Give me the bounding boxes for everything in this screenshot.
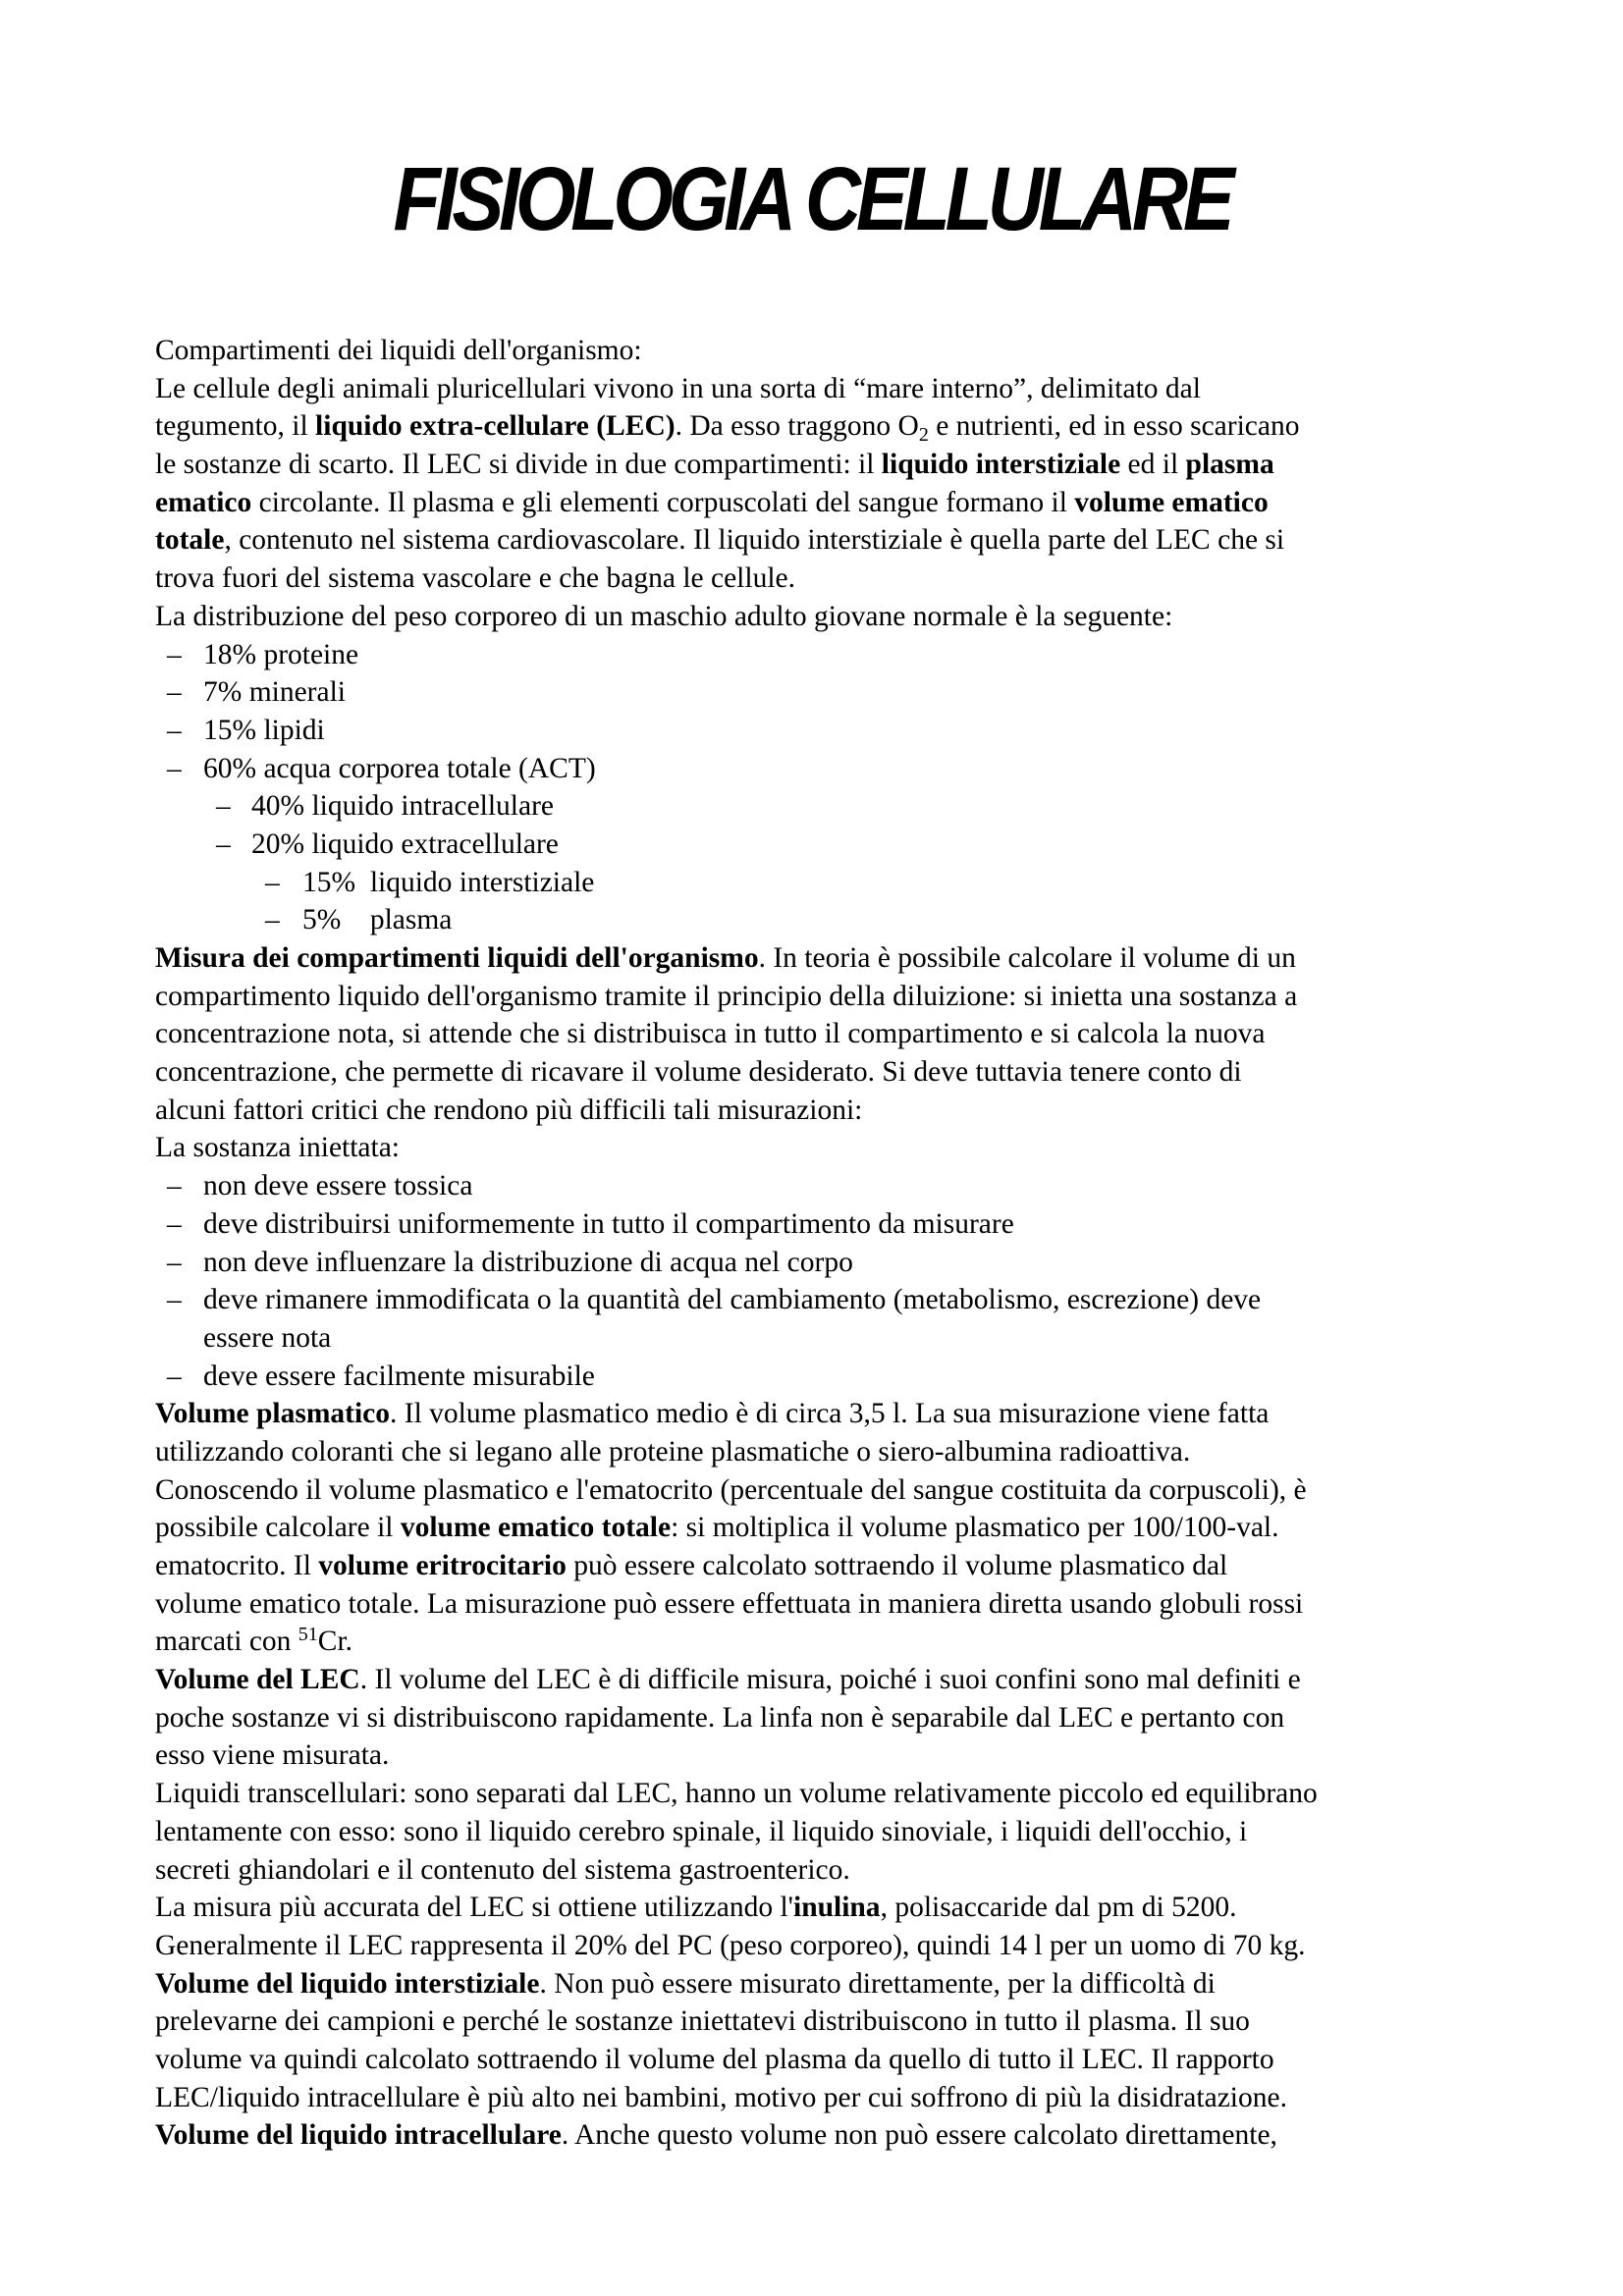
paragraph-line: La distribuzione del peso corporeo di un maschio adulto giovane normale è la seguente: xyxy=(155,600,1173,632)
section-heading-misura: Misura dei compartimenti liquidi dell'organismo xyxy=(155,942,759,974)
list-item-text: 20% liquido extracellulare xyxy=(251,828,559,860)
list-item-text: 15% lipidi xyxy=(203,714,325,746)
paragraph-line: La sostanza iniettata: xyxy=(155,1132,401,1164)
text-span: tegumento, il xyxy=(155,410,316,443)
paragraph-line xyxy=(155,1509,1481,1547)
paragraph-line xyxy=(155,1623,1481,1661)
list-item xyxy=(155,864,1481,902)
section-heading-lec: Volume del LEC xyxy=(155,1664,360,1696)
text-span: . Da esso traggono O xyxy=(675,410,919,443)
text-span: La misura più accurata del LEC si ottiene utilizzando l' xyxy=(155,1892,793,1924)
dash-bullet: – xyxy=(167,752,182,784)
list-item-text: deve rimanere immodificata o la quantità del cambiamento (metabolismo, escrezione) deve xyxy=(203,1284,1262,1316)
dash-bullet: – xyxy=(167,1360,182,1392)
dash-bullet: – xyxy=(216,790,231,823)
list-item-text: 7% minerali xyxy=(203,676,346,709)
list-item-continuation: essere nota xyxy=(203,1321,332,1354)
paragraph-line xyxy=(155,1965,1481,2003)
dash-bullet: – xyxy=(167,1207,182,1240)
dash-bullet: – xyxy=(216,828,231,860)
list-item xyxy=(155,901,1481,939)
text-span: le sostanze di scarto. Il LEC si divide in due compartimenti: il xyxy=(155,449,882,481)
list-item xyxy=(155,712,1481,750)
paragraph-line: lentamente con esso: sono il liquido cerebro spinale, il liquido sinoviale, i liquidi dell'occhio, i xyxy=(155,1815,1248,1847)
bold-term: inulina xyxy=(793,1892,881,1924)
bold-term: volume ematico totale xyxy=(400,1512,672,1544)
subscript: 2 xyxy=(918,424,929,447)
text-span: : si moltiplica il volume plasmatico per 100/100-val. xyxy=(671,1512,1279,1544)
paragraph-line: volume va quindi calcolato sottraendo il volume del plasma da quello di tutto il LEC. Il rapporto xyxy=(155,2043,1274,2075)
paragraph-line xyxy=(155,521,1481,560)
paragraph-line: concentrazione nota, si attende che si distribuisca in tutto il compartimento e si calcola la nuova xyxy=(155,1018,1266,1050)
list-item xyxy=(155,1205,1481,1244)
text-span: ed il xyxy=(1120,449,1186,481)
list-item xyxy=(155,1281,1481,1319)
list-item xyxy=(155,826,1481,864)
paragraph-line: esso viene misurata. xyxy=(155,1739,390,1772)
paragraph-line: utilizzando coloranti che si legano alle proteine plasmatiche o siero-albumina radioattiva. xyxy=(155,1435,1191,1468)
dash-bullet: – xyxy=(167,676,182,709)
bold-term: ematico xyxy=(155,486,252,518)
list-item-text: non deve essere tossica xyxy=(203,1170,473,1202)
paragraph-line xyxy=(155,1395,1481,1433)
text-span: marcati con xyxy=(155,1626,298,1658)
dash-bullet: – xyxy=(167,714,182,746)
text-span: , polisaccaride dal pm di 5200. xyxy=(880,1892,1237,1924)
paragraph-line: volume ematico totale. La misurazione può essere effettuata in maniera diretta usando globuli rossi xyxy=(155,1587,1304,1620)
text-span: possibile calcolare il xyxy=(155,1512,401,1544)
bold-term: totale xyxy=(155,524,225,557)
paragraph-line xyxy=(155,2116,1481,2155)
section-heading-compartimenti: Compartimenti dei liquidi dell'organismo: xyxy=(155,335,642,366)
paragraph-line: Generalmente il LEC rappresenta il 20% del PC (peso corporeo), quindi 14 l per un uomo di 70 kg. xyxy=(155,1929,1306,1961)
list-item xyxy=(155,673,1481,712)
text-span: e nutrienti, ed in esso scaricano xyxy=(928,410,1300,443)
bold-term: liquido extra-cellulare (LEC) xyxy=(315,410,676,443)
text-span: . In teoria è possibile calcolare il volume di un xyxy=(758,942,1296,974)
list-item xyxy=(155,1167,1481,1205)
text-span: . Il volume plasmatico medio è di circa 3,5 l. La sua misurazione viene fatta xyxy=(390,1398,1270,1430)
paragraph-line: secreti ghiandolari e il contenuto del sistema gastroenterico. xyxy=(155,1853,850,1886)
text-span: , contenuto nel sistema cardiovascolare. Il liquido interstiziale è quella parte del LEC che si xyxy=(224,524,1285,557)
page-title: FISIOLOGIA CELLULARE xyxy=(393,149,1230,249)
text-span: . Non può essere misurato direttamente, per la difficoltà di xyxy=(539,1967,1216,2000)
bold-term: volume ematico xyxy=(1074,486,1269,518)
paragraph-line: Liquidi transcellulari: sono separati dal LEC, hanno un volume relativamente piccolo ed equilibrano xyxy=(155,1778,1318,1810)
bold-term: volume eritrocitario xyxy=(318,1550,567,1581)
section-heading-intracellulare: Volume del liquido intracellulare xyxy=(155,2119,562,2152)
paragraph-line xyxy=(155,446,1481,484)
dash-bullet: – xyxy=(167,638,182,670)
paragraph-line xyxy=(155,939,1481,978)
list-item-text: non deve influenzare la distribuzione di acqua nel corpo xyxy=(203,1246,853,1278)
document-body xyxy=(155,332,1481,2155)
list-item-text: 15% liquido interstiziale xyxy=(302,866,595,898)
text-span: ematocrito. Il xyxy=(155,1550,319,1581)
list-item-text: 5% plasma xyxy=(302,904,453,936)
paragraph-line xyxy=(155,1661,1481,1699)
list-item xyxy=(155,1358,1481,1396)
text-span: . Il volume del LEC è di difficile misura, poiché i suoi confini sono mal definiti e xyxy=(359,1664,1301,1696)
text-span: . Anche questo volume non può essere calcolato direttamente, xyxy=(561,2119,1277,2152)
list-item-text: deve essere facilmente misurabile xyxy=(203,1360,595,1392)
list-item xyxy=(155,636,1481,674)
dash-bullet: – xyxy=(167,1246,182,1278)
text-span: può essere calcolato sottraendo il volume plasmatico dal xyxy=(566,1550,1228,1581)
bold-term: plasma xyxy=(1185,449,1274,481)
paragraph-line xyxy=(155,484,1481,522)
text-span: circolante. Il plasma e gli elementi corpuscolati del sangue formano il xyxy=(251,486,1075,518)
paragraph-line: compartimento liquido dell'organismo tramite il principio della diluizione: si inietta una sostanza a xyxy=(155,980,1298,1012)
list-item xyxy=(155,1244,1481,1282)
bold-term: liquido interstiziale xyxy=(881,449,1121,481)
dash-bullet: – xyxy=(265,866,280,898)
paragraph-line: Conoscendo il volume plasmatico e l'ematocrito (percentuale del sangue costituita da corpuscoli), è xyxy=(155,1473,1307,1506)
list-item-text: 40% liquido intracellulare xyxy=(251,790,555,823)
paragraph-line xyxy=(155,407,1481,446)
paragraph-line: prelevarne dei campioni e perché le sostanze iniettatevi distribuiscono in tutto il plasma. Il suo xyxy=(155,2005,1250,2038)
dash-bullet: – xyxy=(265,904,280,936)
superscript: 51 xyxy=(298,1624,318,1646)
paragraph-line: LEC/liquido intracellulare è più alto nei bambini, motivo per cui soffrono di più la disidratazione. xyxy=(155,2081,1287,2113)
paragraph-line: trova fuori del sistema vascolare e che bagna le cellule. xyxy=(155,562,795,595)
list-item-text: 60% acqua corporea totale (ACT) xyxy=(203,752,596,784)
list-item xyxy=(155,750,1481,788)
text-span: Cr. xyxy=(317,1626,353,1658)
list-item xyxy=(155,787,1481,826)
paragraph-line: alcuni fattori critici che rendono più difficili tali misurazioni: xyxy=(155,1094,863,1126)
dash-bullet: – xyxy=(167,1284,182,1316)
section-heading-plasmatico: Volume plasmatico xyxy=(155,1398,391,1430)
paragraph-line: Le cellule degli animali pluricellulari vivono in una sorta di “mare interno”, delimitato dal xyxy=(155,372,1201,404)
list-item-text: deve distribuirsi uniformemente in tutto il compartimento da misurare xyxy=(203,1207,1014,1240)
section-heading-interstiziale: Volume del liquido interstiziale xyxy=(155,1967,540,2000)
paragraph-line: concentrazione, che permette di ricavare il volume desiderato. Si deve tuttavia tenere conto di xyxy=(155,1056,1242,1089)
dash-bullet: – xyxy=(167,1170,182,1202)
paragraph-line xyxy=(155,1889,1481,1927)
paragraph-line: poche sostanze vi si distribuiscono rapidamente. La linfa non è separabile dal LEC e pertanto con xyxy=(155,1701,1285,1734)
list-item-text: 18% proteine xyxy=(203,638,359,670)
paragraph-line xyxy=(155,1547,1481,1585)
